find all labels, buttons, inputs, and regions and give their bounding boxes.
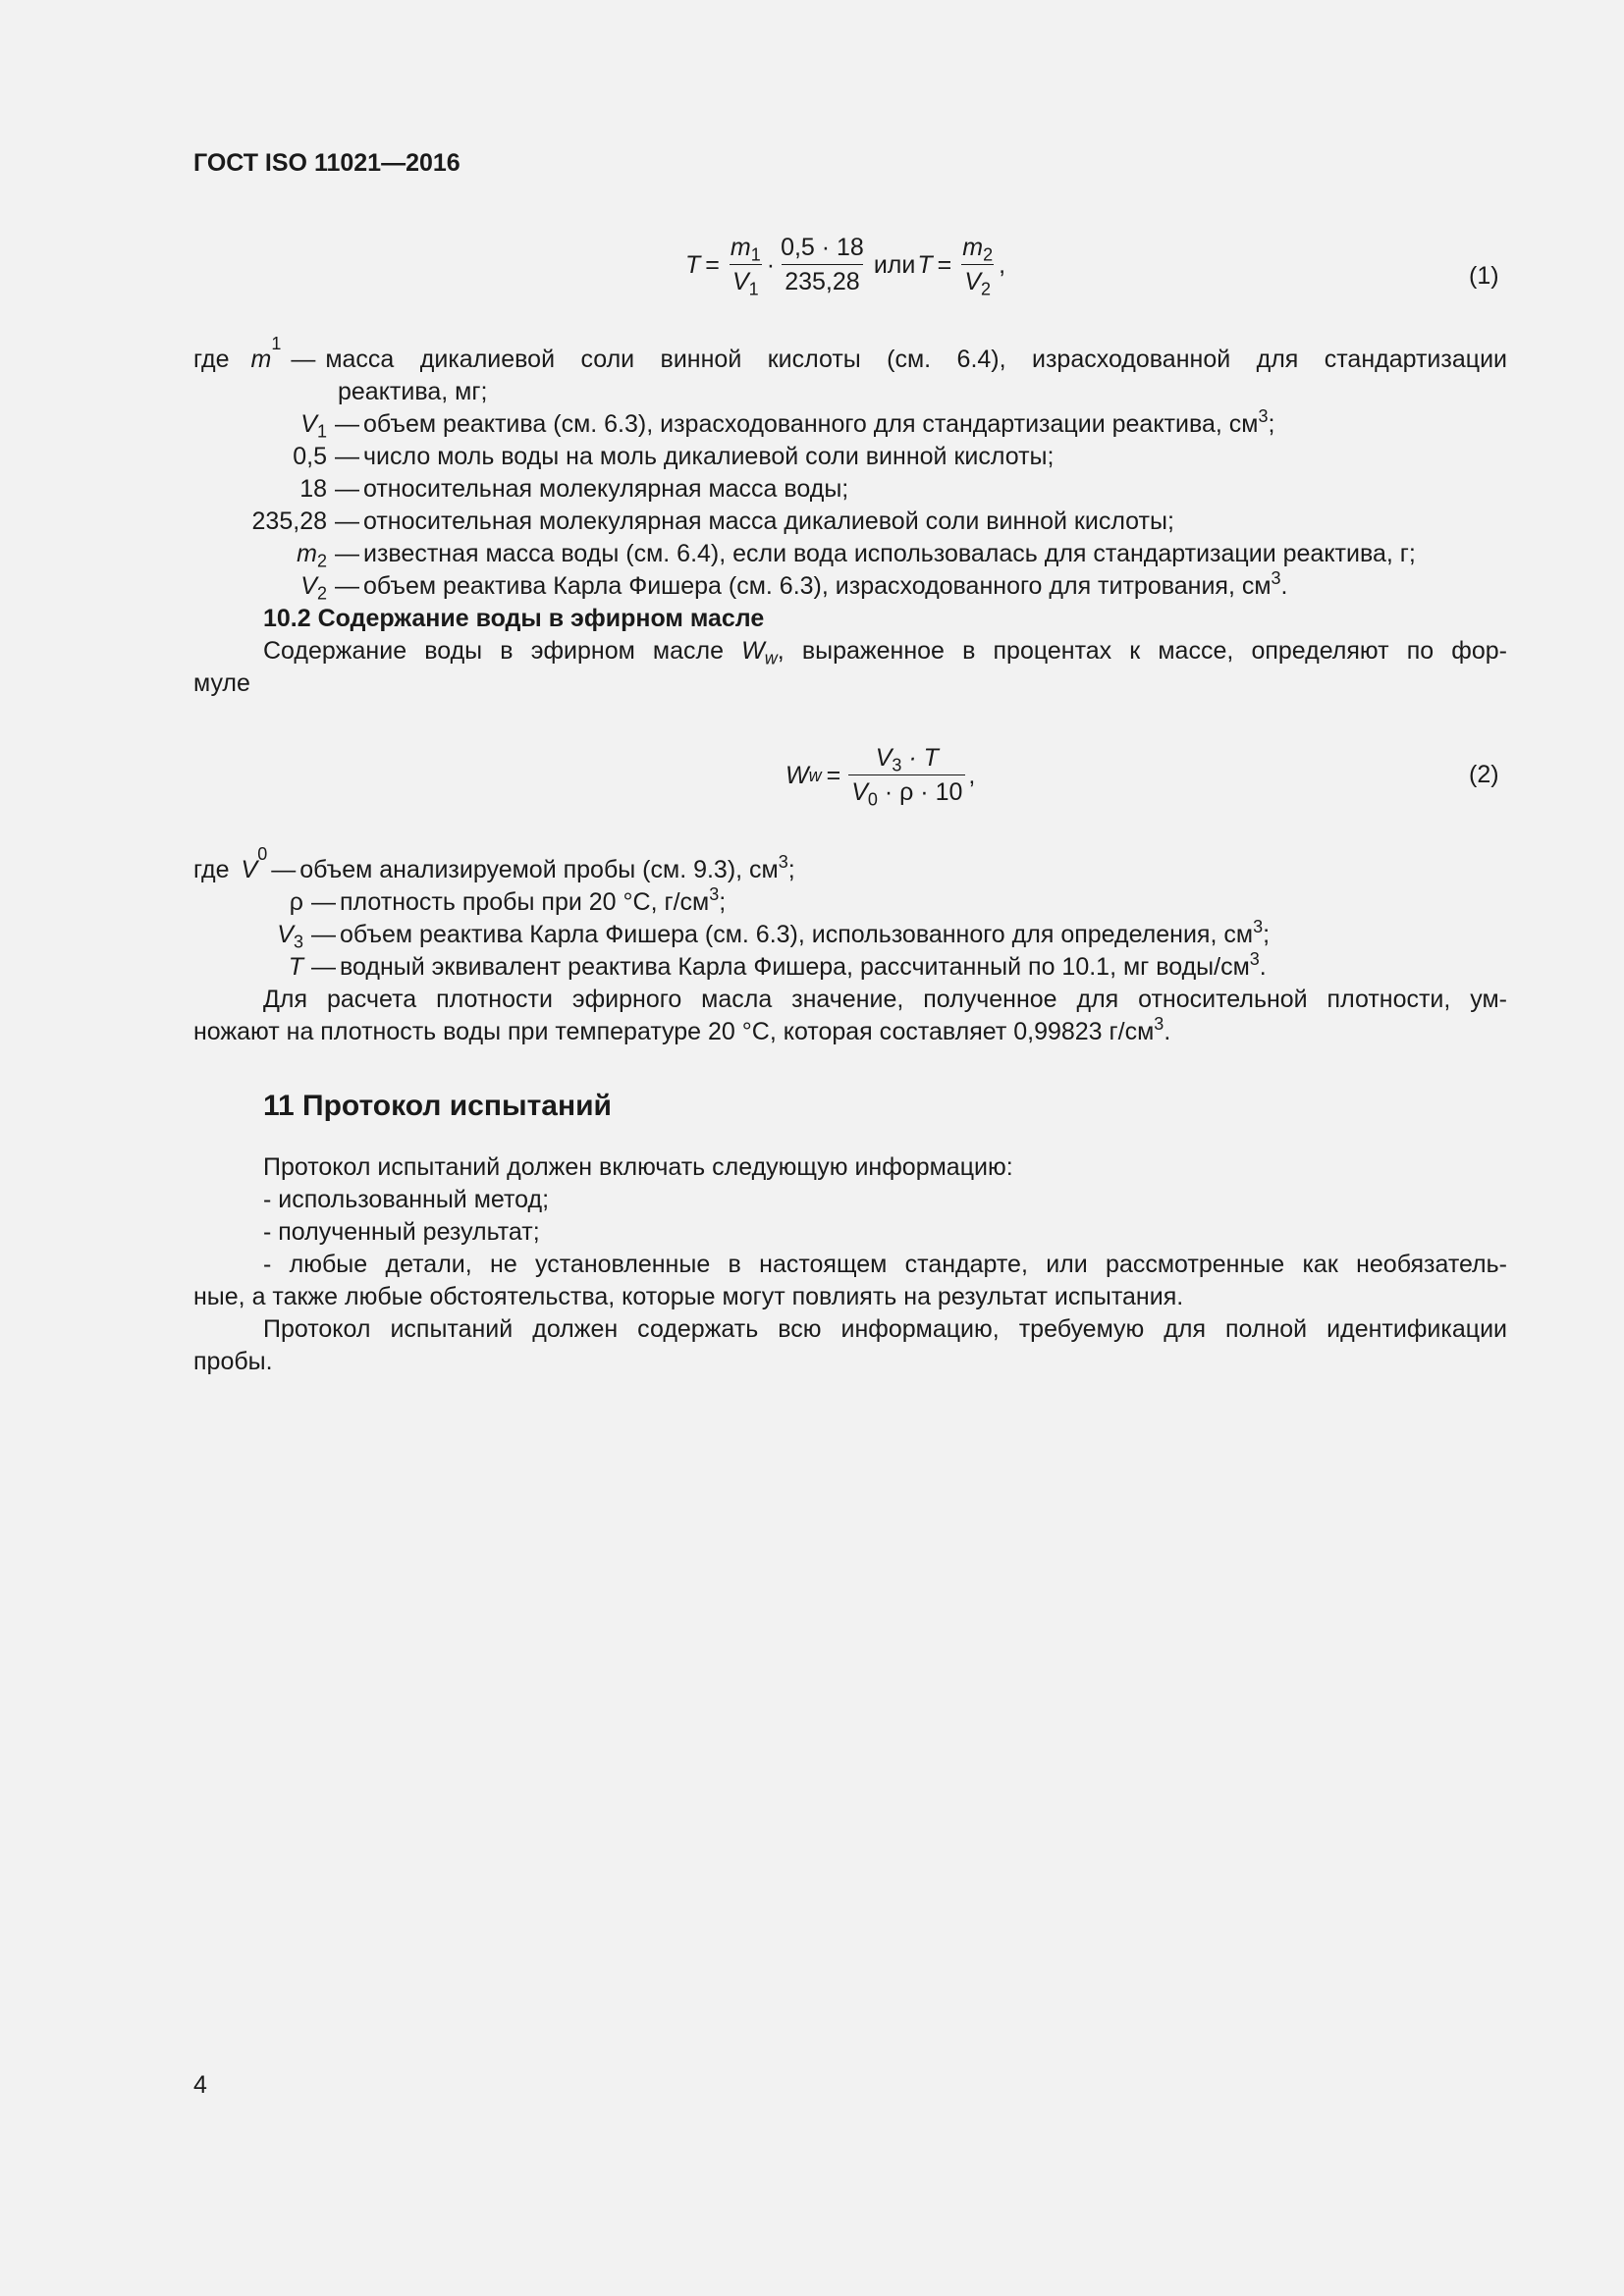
list-item-cont: ные, а также любые обстоятельства, которые могут повлиять на результат испытания. xyxy=(193,1283,1184,1310)
def-v1: $V_1$ — объем реактива (см. 6.3), израсходованного для стандартизации реактива, $см^3$; xyxy=(300,406,1275,442)
fraction-m2-v2: $\frac{m_2}{V_2}$ xyxy=(962,234,994,299)
equation-number-2: (2) xyxy=(1469,761,1499,788)
formula-1: T = $\frac{m_1}{V_1}$ · $\frac{0,5 \cdot 18}{235,28}$ или T = $\frac{m_2}{V_2}$ , xyxy=(685,234,1006,299)
def-m2: $m_2$ — известная масса воды (см. 6.4), если вода использовалась для стандартизации реактива, г; xyxy=(297,540,1416,571)
definitions-1 xyxy=(193,334,1507,700)
definitions-2 xyxy=(193,844,1507,1048)
subsection-10-2-heading: 10.2 Содержание воды в эфирном масле xyxy=(263,605,765,632)
paragraph-density: Для расчета плотности эфирного масла значение, полученное для относительной плотности, ум- xyxy=(263,986,1507,1013)
section-11-title: 11 Протокол испытаний xyxy=(263,1090,612,1122)
def-235: 235,28 — относительная молекулярная масса дикалиевой соли винной кислоты; xyxy=(251,507,1174,535)
def-m1-cont: реактива, мг; xyxy=(338,378,488,405)
fraction-constants: $\frac{0,5 \cdot 18}{235,28}$ xyxy=(781,234,864,295)
def-v0: где V 0 — объем анализируемой пробы (см. 9.3), $см^3$; xyxy=(193,844,795,883)
report-final-cont: пробы. xyxy=(193,1348,273,1375)
fraction-m1-v1: $\frac{m_1}{V_1}$ xyxy=(730,234,761,299)
paragraph-water-content: Содержание воды в эфирном масле $W_w$, выраженное в процентах к массе, определяют по фор- xyxy=(263,637,1507,668)
equation-number-1: (1) xyxy=(1469,262,1499,290)
section-11-body xyxy=(193,1151,1507,1378)
list-item: - любые детали, не установленные в настоящем стандарте, или рассмотренные как необязатель- xyxy=(263,1251,1507,1278)
def-18: 18 — относительная молекулярная масса воды; xyxy=(299,475,849,503)
paragraph-density-cont: ножают на плотность воды при температуре 20 °С, которая составляет 0,99823 $г/см^3$. xyxy=(193,1014,1171,1045)
def-m1: где m 1 — масса дикалиевой соли винной кислоты (см. 6.4), израсходованной для стандартизации xyxy=(193,334,1507,373)
def-05: 0,5 — число моль воды на моль дикалиевой соли винной кислоты; xyxy=(293,443,1055,470)
formula-2: W w = $\frac{V_3 \cdot T}{V_0 \cdot \rho \cdot 10}$ , xyxy=(785,744,976,810)
paragraph-water-content-cont: муле xyxy=(193,669,250,697)
list-item: - использованный метод; xyxy=(263,1186,550,1213)
def-v2: $V_2$ — объем реактива Карла Фишера (см. 6.3), израсходованного для титрования, $см^3$. xyxy=(300,568,1288,604)
page-number: 4 xyxy=(193,2071,207,2099)
list-item: - полученный результат; xyxy=(263,1218,540,1246)
report-final: Протокол испытаний должен содержать всю информацию, требуемую для полной идентификации xyxy=(263,1315,1507,1343)
def-rho: ρ — плотность пробы при 20 °С, $г/см^3$; xyxy=(289,884,727,916)
fraction-w: $\frac{V_3 \cdot T}{V_0 \cdot \rho \cdot 10}$ xyxy=(848,746,965,805)
def-v3: $V_3$ — объем реактива Карла Фишера (см. 6.3), использованного для определения, $см^3$; xyxy=(277,917,1271,952)
def-t: T — водный эквивалент реактива Карла Фишера, рассчитанный по 10.1, мг воды/$см^3$. xyxy=(288,949,1267,981)
document-header: ГОСТ ISO 11021—2016 xyxy=(193,149,460,177)
report-intro: Протокол испытаний должен включать следующую информацию: xyxy=(263,1153,1013,1181)
